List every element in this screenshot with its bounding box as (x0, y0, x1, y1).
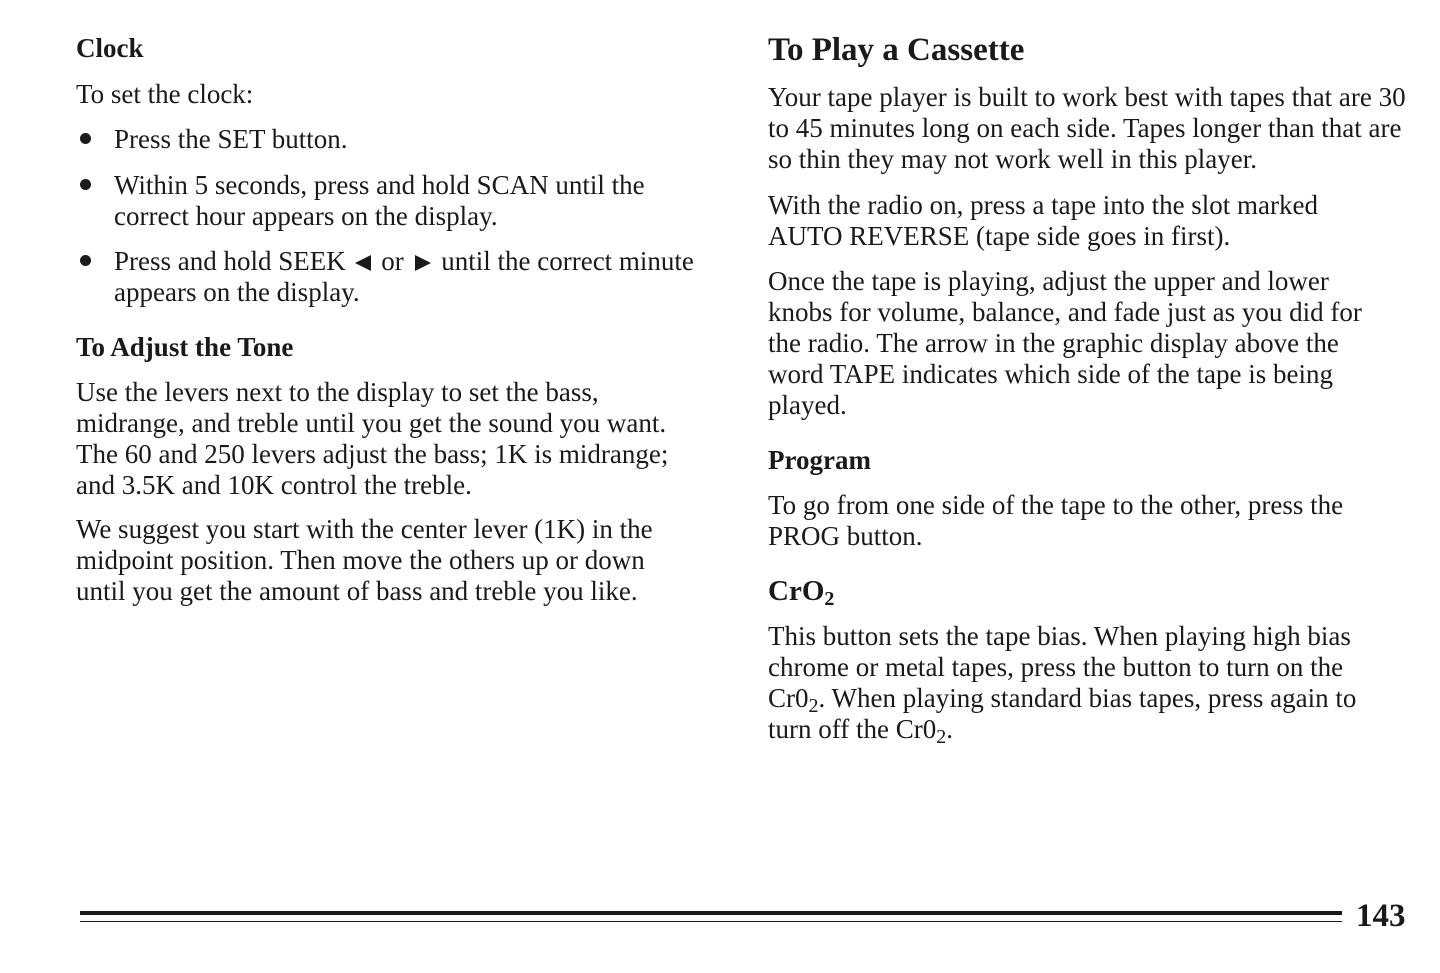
program-paragraph: To go from one side of the tape to the other, press the PROG button. (768, 490, 1344, 551)
cro2-heading-main: CrO (768, 575, 825, 607)
cro2-text-part-3: . (946, 714, 953, 744)
bullet-icon (80, 133, 91, 144)
cassette-heading: To Play a Cassette (768, 32, 1025, 68)
clock-intro: To set the clock: (76, 79, 254, 109)
program-heading: Program (768, 445, 871, 475)
cassette-paragraph-2: With the radio on, press a tape into the slot marked AUTO REVERSE (tape side goes in first). (768, 190, 1319, 251)
footer-rule-thin (80, 921, 1342, 922)
list-item (76, 170, 726, 232)
cro2-subscript-1: 2 (808, 695, 819, 717)
seek-right-arrow-icon (415, 255, 431, 271)
step-text-start: Press and hold SEEK (114, 246, 353, 276)
tone-paragraph-1: Use the levers next to the display to set the bass, midrange, and treble until you get the sound you want. The 60 and 250 levers adjust the bass; 1K is midrange; and 3.5K and 10K control the treble. (76, 377, 669, 500)
list-item (76, 124, 726, 155)
cro2-subscript-2: 2 (936, 726, 947, 748)
step-text-end: until the correct minute appears on the display. (114, 246, 694, 307)
cassette-paragraph-3: Once the tape is playing, adjust the upper and lower knobs for volume, balance, and fade just as you did for the radio. The arrow in the graphic display above the word TAPE indicates which side of the tape is being played. (768, 266, 1362, 420)
page-number: 143 (1356, 898, 1406, 934)
cassette-paragraph-1: Your tape player is built to work best with tapes that are 30 to 45 minutes long on each side. Tapes longer than that are so thin they may not work well in this player. (768, 82, 1406, 174)
step-text: Press the SET button. (114, 124, 348, 154)
cro2-text-part-1: This button sets the tape bias. When playing high bias chrome or metal tapes, press the button to turn on the Cr0 (768, 621, 1351, 713)
step-text: Within 5 seconds, press and hold SCAN until the correct hour appears on the display. (114, 170, 645, 231)
cro2-heading (768, 575, 835, 610)
tone-paragraph-2: We suggest you start with the center lever (1K) in the midpoint position. Then move the others up or down until you get the amount of bass and treble you like. (76, 514, 653, 606)
seek-left-arrow-icon (355, 255, 371, 271)
cro2-paragraph (768, 621, 1393, 748)
bullet-icon (80, 179, 91, 190)
list-item (76, 246, 726, 308)
step-text-mid: or (374, 246, 411, 276)
bullet-icon (80, 255, 91, 266)
tone-heading: To Adjust the Tone (76, 332, 294, 362)
cro2-heading-subscript: 2 (824, 588, 835, 610)
footer-rule-thick (80, 911, 1342, 915)
clock-heading: Clock (76, 33, 144, 63)
cro2-text-part-2: . When playing standard bias tapes, press again to turn off the Cr0 (768, 683, 1357, 744)
